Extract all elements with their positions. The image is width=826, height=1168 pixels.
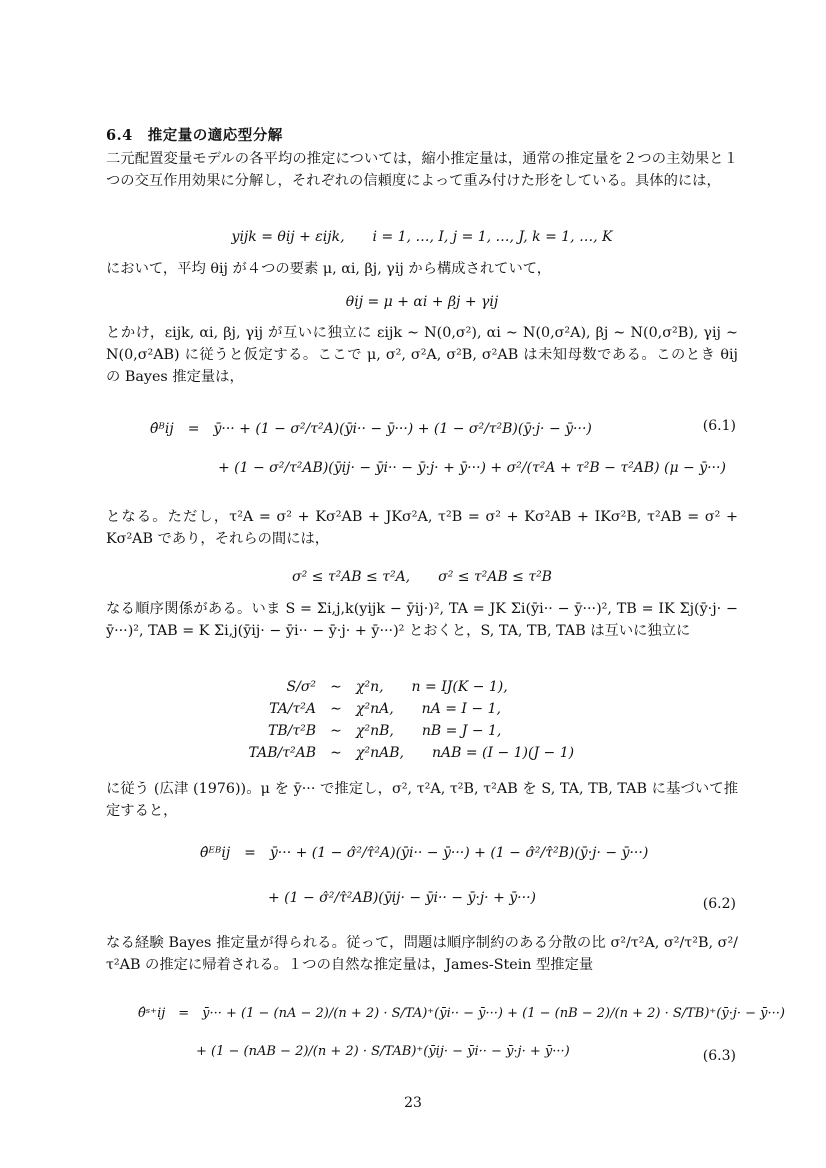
chi-lhs: TB/τ²B	[268, 723, 316, 739]
chi-rhs: χ²nAB, nAB = (I − 1)(J − 1)	[356, 745, 575, 761]
equation-6-1-line2: + (1 − σ²/τ²AB)(ȳij· − ȳi·· − ȳ·j· + ȳ···) + σ²/(τ²A + τ²B − τ²AB) (μ − ȳ···)	[218, 460, 726, 476]
paragraph-intro: 二元配置変量モデルの各平均の推定については，縮小推定量は，通常の推定量を２つの主効果と１つの交互作用効果に分解し，それぞれの信頼度によって重み付けた形をしている。具体的には，	[106, 151, 738, 189]
equation-number-6-3: (6.3)	[702, 1048, 736, 1064]
chi-sim: ∼	[330, 723, 342, 739]
equation-6-3-line2: + (1 − (nAB − 2)/(n + 2) · S/TAB)⁺(ȳij· − ȳi·· − ȳ·j· + ȳ···)	[196, 1044, 570, 1059]
chi-sim: ∼	[330, 679, 342, 695]
paragraph-tau-definitions: となる。ただし，τ²A = σ² + Kσ²AB + JKσ²A, τ²B = σ² + Kσ²AB + IKσ²B, τ²AB = σ² + Kσ²AB であり，それらの間には，	[106, 509, 738, 547]
chi-square-row-tb	[206, 720, 501, 740]
equation-number-6-2: (6.2)	[702, 896, 736, 912]
chi-rhs: χ²nA, nA = I − 1,	[356, 701, 501, 717]
chi-square-row-tab	[206, 742, 574, 762]
paragraph-empirical-bayes: なる経験 Bayes 推定量が得られる。従って，問題は順序制約のある分散の比 σ²/τ²A, σ²/τ²B, σ²/τ²AB の推定に帰着される。１つの自然な推定量は，James-Stein 型推定量	[106, 935, 738, 973]
chi-square-row-ta	[206, 698, 501, 718]
equation-6-2-line2: + (1 − σ̂²/τ̂²AB)(ȳij· − ȳi·· − ȳ·j· + ȳ···)	[268, 890, 536, 906]
paragraph-statistics: なる順序関係がある。いま S = Σi,j,k(yijk − ȳij·)², TA = JK Σi(ȳi·· − ȳ···)², TB = IK Σj(ȳ·j· − ȳ···)², TAB = K Σi,j(ȳij· − ȳi·· − ȳ·j· + ȳ···)² とおくと，S, TA, TB, TAB は互いに独立に	[106, 601, 738, 639]
chi-rhs: χ²n, n = IJ(K − 1),	[356, 679, 508, 695]
equation-model: yijk = θij + εijk, i = 1, …, I, j = 1, …, J, k = 1, …, K	[231, 229, 613, 245]
chi-lhs: S/σ²	[286, 679, 316, 695]
equation-6-2-line1: θ̂ᴱᴮij = ȳ··· + (1 − σ̂²/τ̂²A)(ȳi·· − ȳ···) + (1 − σ̂²/τ̂²B)(ȳ·j· − ȳ···)	[200, 845, 649, 861]
chi-square-row-s	[206, 676, 508, 696]
paragraph-estimation: に従う (広津 (1976))。μ を ȳ··· で推定し，σ², τ²A, τ²B, τ²AB を S, TA, TB, TAB に基づいて推定すると，	[106, 781, 738, 819]
section-heading: 6.4 推定量の適応型分解	[106, 127, 283, 144]
equation-order: σ² ≤ τ²AB ≤ τ²A, σ² ≤ τ²AB ≤ τ²B	[292, 569, 552, 585]
chi-lhs: TA/τ²A	[269, 701, 316, 717]
chi-sim: ∼	[330, 745, 342, 761]
equation-number-6-1: (6.1)	[702, 418, 736, 434]
equation-6-1-line1: θ̂ᴮij = ȳ··· + (1 − σ²/τ²A)(ȳi·· − ȳ···) + (1 − σ²/τ²B)(ȳ·j· − ȳ···)	[150, 421, 592, 437]
chi-sim: ∼	[330, 701, 342, 717]
chi-rhs: χ²nB, nB = J − 1,	[356, 723, 502, 739]
equation-theta: θij = μ + αi + βj + γij	[345, 294, 499, 310]
paragraph-components: において，平均 θij が４つの要素 μ, αi, βj, γij から構成されていて，	[106, 261, 552, 277]
chi-lhs: TAB/τ²AB	[248, 745, 316, 761]
paragraph-assumptions: とかけ，εijk, αi, βj, γij が互いに独立に εijk ∼ N(0,σ²), αi ∼ N(0,σ²A), βj ∼ N(0,σ²B), γij ∼ N(0,σ²AB) に従うと仮定する。ここで μ, σ², σ²A, σ²B, σ²AB は未知母数である。このとき θij の Bayes 推定量は，	[106, 325, 738, 385]
equation-6-3-line1: θ̂ˢ⁺ij = ȳ··· + (1 − (nA − 2)/(n + 2) · S/TA)⁺(ȳi·· − ȳ···) + (1 − (nB − 2)/(n + 2) · S/TB)⁺(ȳ·j· − ȳ···)	[138, 1006, 785, 1021]
page-number: 23	[404, 1095, 422, 1111]
